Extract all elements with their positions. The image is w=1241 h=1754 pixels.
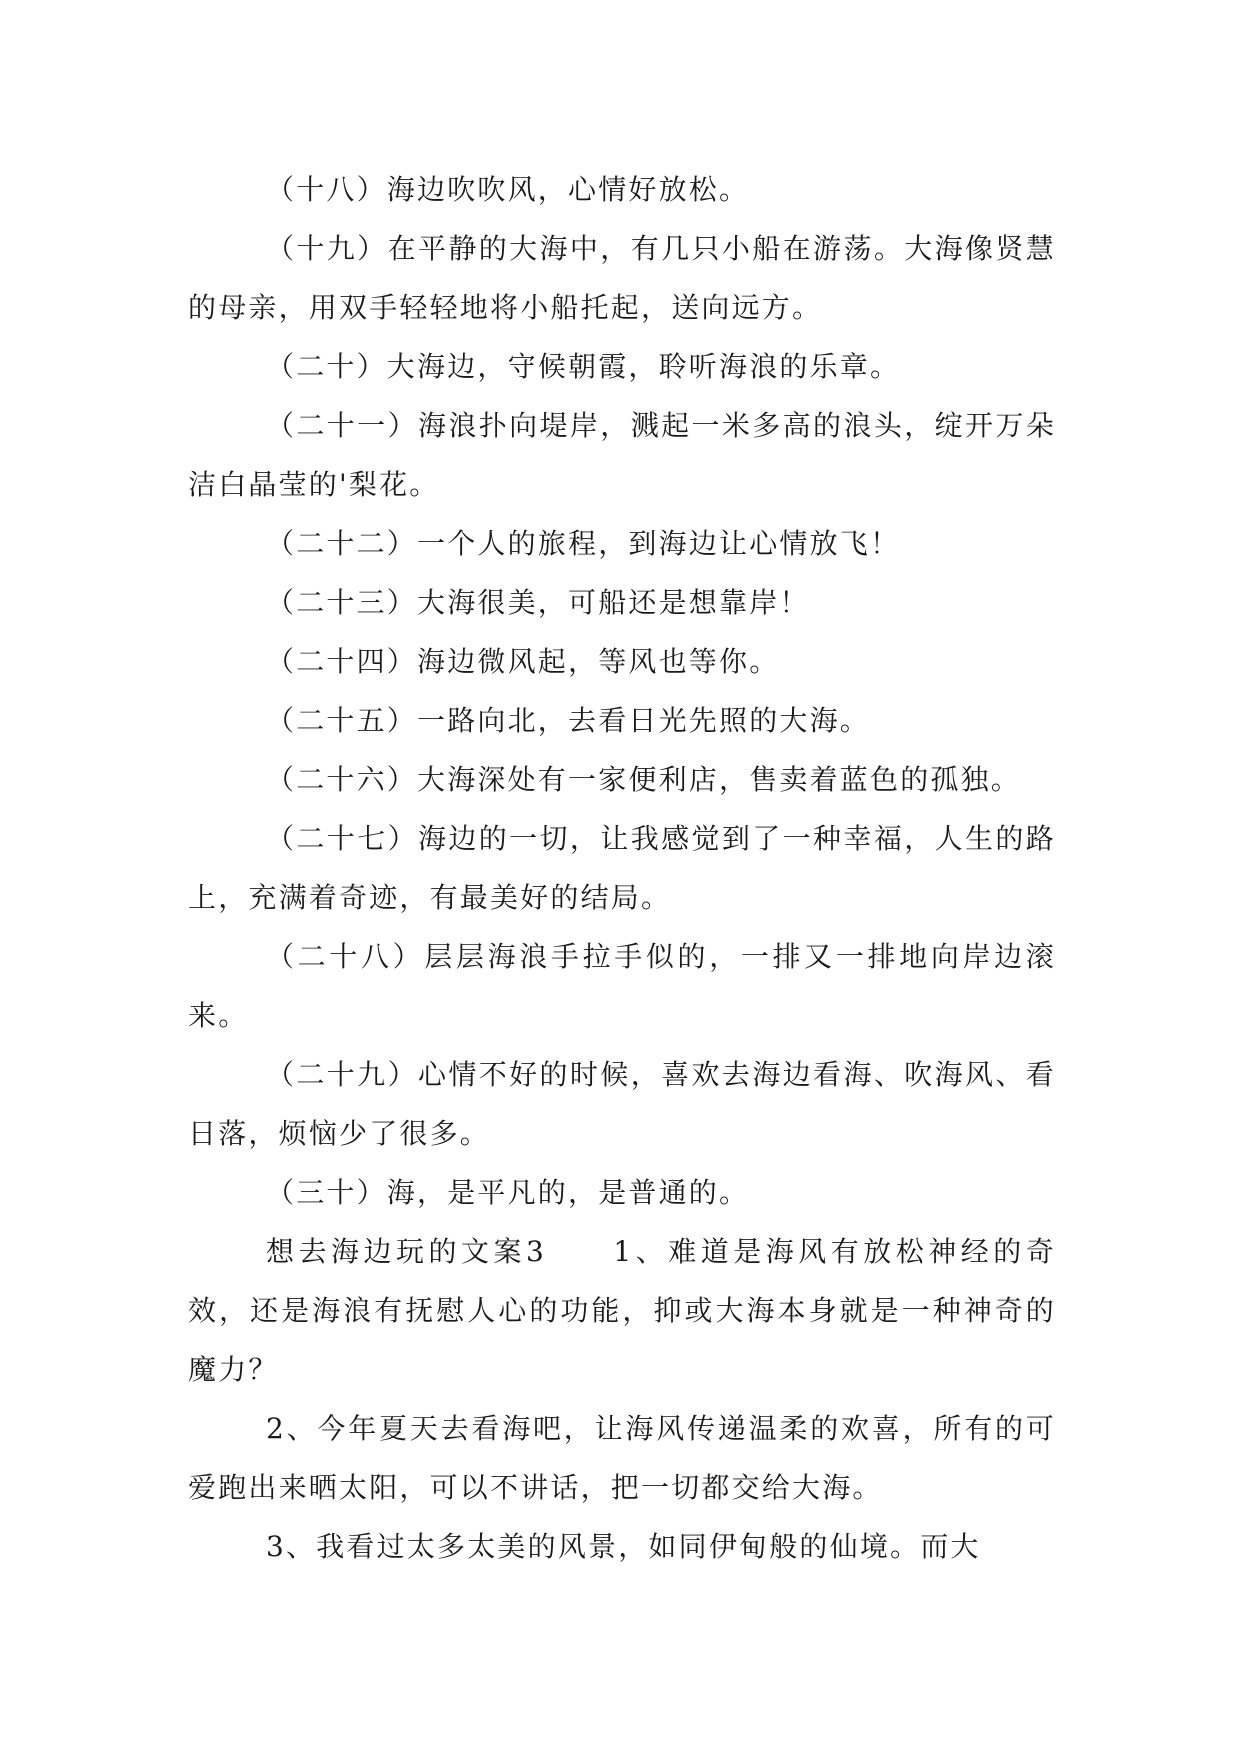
document-body <box>188 160 1056 1576</box>
paragraph: （二十四）海边微风起，等风也等你。 <box>266 645 780 678</box>
paragraph: 2、今年夏天去看海吧，让海风传递温柔的欢喜，所有的可爱跑出来晒太阳，可以不讲话，把一切都交给大海。 <box>188 1412 1056 1504</box>
paragraph: （十九）在平静的大海中，有几只小船在游荡。大海像贤慧的母亲，用双手轻轻地将小船托起，送向远方。 <box>188 232 1056 324</box>
paragraph: （二十九）心情不好的时候，喜欢去海边看海、吹海风、看日落，烦恼少了很多。 <box>188 1058 1056 1150</box>
paragraph: 3、我看过太多太美的风景，如同伊甸般的仙境。而大 <box>266 1530 981 1563</box>
paragraph: （三十）海，是平凡的，是普通的。 <box>266 1176 750 1209</box>
paragraph: （二十三）大海很美，可船还是想靠岸！ <box>266 586 810 619</box>
paragraph: （二十八）层层海浪手拉手似的，一排又一排地向岸边滚来。 <box>188 940 1056 1032</box>
paragraph: （十八）海边吹吹风，心情好放松。 <box>266 173 750 206</box>
paragraph: （二十一）海浪扑向堤岸，溅起一米多高的浪头，绽开万朵洁白晶莹的'梨花。 <box>188 409 1056 501</box>
paragraph: （二十）大海边，守候朝霞，聆听海浪的乐章。 <box>266 350 901 383</box>
paragraph: 想去海边玩的文案3 1、难道是海风有放松神经的奇效，还是海浪有抚慰人心的功能，抑或大海本身就是一种神奇的魔力？ <box>188 1235 1056 1386</box>
paragraph: （二十二）一个人的旅程，到海边让心情放飞！ <box>266 527 901 560</box>
paragraph: （二十五）一路向北，去看日光先照的大海。 <box>266 704 871 737</box>
paragraph: （二十六）大海深处有一家便利店，售卖着蓝色的孤独。 <box>266 763 1022 796</box>
paragraph: （二十七）海边的一切，让我感觉到了一种幸福，人生的路上，充满着奇迹，有最美好的结局。 <box>188 822 1056 914</box>
